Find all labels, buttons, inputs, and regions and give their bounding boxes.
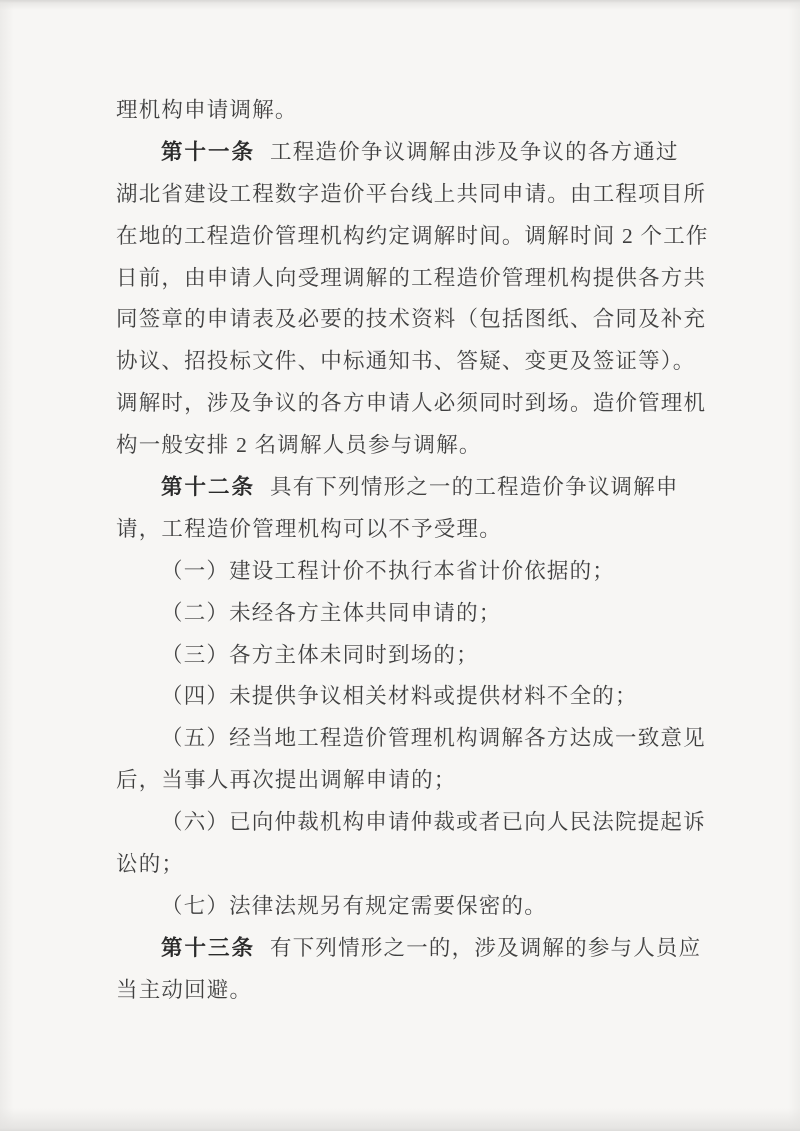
text-segment: （二）未经各方主体共同申请的； [161,600,502,625]
article-number: 第十三条 [161,935,256,960]
text-line [116,844,688,886]
text-line [116,90,688,132]
text-line [116,341,696,383]
text-segment: 构一般安排 2 名调解人员参与调解。 [116,433,482,458]
text-segment: 湖北省建设工程数字造价平台线上共同申请。由工程项目所 [116,181,707,206]
text-line [116,509,688,551]
text-line [116,383,707,425]
article-number: 第十一条 [161,139,256,164]
text-line [116,676,688,718]
text-segment: 后，当事人再次提出调解申请的； [116,768,457,793]
text-line [116,760,688,802]
text-segment: （七）法律法规另有规定需要保密的。 [161,893,547,918]
text-segment: （六）已向仲裁机构申请仲裁或者已向人民法院提起诉 [161,810,706,835]
text-segment: 在地的工程造价管理机构约定调解时间。调解时间 2 个工作 [116,223,709,248]
text-line [116,132,688,174]
document-text-block [116,90,709,1012]
text-segment: 日前，由申请人向受理调解的工程造价管理机构提供各方共 [116,265,707,290]
text-segment: （四）未提供争议相关材料或提供材料不全的； [161,684,638,709]
text-segment: 请，工程造价管理机构可以不予受理。 [116,516,502,541]
text-segment: （三）各方主体未同时到场的； [161,642,479,667]
text-segment: （一）建设工程计价不执行本省计价依据的； [161,558,616,583]
text-line [116,174,707,216]
text-line [116,928,702,970]
text-line [116,425,688,467]
text-line [116,970,688,1012]
text-segment: 讼的； [116,852,185,877]
text-segment: 理机构申请调解。 [116,98,298,122]
text-segment: 有下列情形之一的，涉及调解的参与人员应 [270,935,702,960]
text-line [116,635,688,677]
text-line [116,467,688,509]
text-segment: 具有下列情形之一的工程造价争议调解申 [270,475,679,500]
text-line [116,258,707,300]
text-line [116,802,706,844]
scan-edge-top [0,0,800,3]
text-line [116,593,688,635]
text-segment: 调解时，涉及争议的各方申请人必须同时到场。造价管理机 [116,391,707,416]
text-line [116,718,706,760]
text-line [116,216,709,258]
text-line [116,299,707,341]
text-segment: 工程造价争议调解由涉及争议的各方通过 [270,139,679,164]
text-segment: 当主动回避。 [116,977,253,1002]
text-segment: 协议、招投标文件、中标通知书、答疑、变更及签证等）。 [116,349,696,374]
text-line [116,551,688,593]
text-line [116,886,688,928]
text-segment: 同签章的申请表及必要的技术资料（包括图纸、合同及补充 [116,307,707,332]
text-segment: （五）经当地工程造价管理机构调解各方达成一致意见 [161,726,706,751]
article-number: 第十二条 [161,475,256,500]
